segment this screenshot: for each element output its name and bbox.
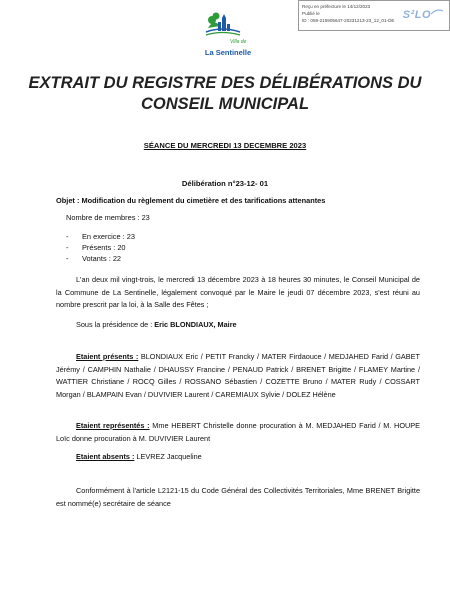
- stamp-received-date: Reçu en préfecture le 14/12/2023: [302, 4, 371, 9]
- town-emblem-icon: [188, 6, 268, 46]
- logo-town-name: La Sentinelle: [204, 48, 252, 57]
- secretary-paragraph: Conformément à l'article L2121-15 du Code Général des Collectivités Territoriales, Mme BRENET Brigitte est nommé(e) secrétaire de séance: [56, 486, 420, 508]
- presidence-label: Sous la présidence de :: [76, 320, 155, 329]
- members-in-office: - En exercice : 23: [66, 231, 135, 242]
- seance-date: SÉANCE DU MERCREDI 13 DECEMBRE 2023: [143, 141, 307, 150]
- absent-label: Etaient absents :: [76, 452, 135, 461]
- title-line-1: EXTRAIT DU REGISTRE DES DÉLIBÉRATIONS DU: [28, 74, 422, 92]
- represented-names: Mme HEBERT Christelle donne procuration à M. MEDJAHED Farid / M. HOUPE Loïc donne procuration à M. DUVIVIER Laurent: [56, 421, 421, 443]
- present-names: BLONDIAUX Eric / PETIT Francky / MATER Firdaouce / MEDJAHED Farid / GABET Jérémy / CAMPHIN Nathalie / DHAUSSY Francine / PENAUD Patrick / BRENET Brigitte / FLAMEY Martine / WATTIER Christiane / ROCQ Gilles / ROSSANO Sébastien / COZETTE Bruno / MATER Rudy / COSSART Morgan / BLAMPAIN Evan / DUVIVIER Laurent / CAREMIAUX Sylvie / DOLEZ Hélène: [56, 352, 420, 399]
- president-name: Eric BLONDIAUX, Maire: [154, 320, 237, 329]
- logo-villa-text: Villa de: [230, 39, 247, 45]
- stamp-id: ID : 059-215905647-20231213-23_12_01-DE: [302, 18, 395, 24]
- convocation-paragraph: L'an deux mil vingt-trois, le mercredi 13 décembre 2023 à 18 heures 30 minutes, le Conseil Municipal de la Commune de La Sentinelle, légalement convoqué par le Maire le jeudi 07 décembre 2023, s'est réuni au nombre prescrit par la loi, à la Salle des Fêtes ;: [56, 275, 420, 310]
- members-voting: - Votants : 22: [66, 253, 135, 264]
- deliberation-number: Délibération n°23-12- 01: [181, 179, 269, 188]
- members-breakdown: [66, 231, 135, 264]
- deliberation-subject: Objet : Modification du règlement du cimetière et des tarifications attenantes: [56, 196, 326, 205]
- represented-label: Etaient représentés :: [76, 421, 150, 430]
- slo-logo: S²LO: [402, 9, 431, 21]
- town-logo: [188, 6, 268, 56]
- members-present: - Présents : 20: [66, 242, 135, 253]
- slo-swoosh-icon: [431, 9, 443, 15]
- present-label: Etaient présents :: [76, 352, 139, 361]
- present-members-paragraph: [56, 351, 420, 401]
- represented-members-paragraph: [56, 420, 420, 445]
- prefecture-stamp: [298, 0, 450, 31]
- document-title: [0, 73, 450, 115]
- members-count: Nombre de membres : 23: [66, 213, 150, 222]
- absent-names: LEVREZ Jacqueline: [134, 452, 202, 461]
- presidence-line: [76, 320, 237, 329]
- stamp-published: Publié le: [302, 11, 320, 17]
- title-line-2: CONSEIL MUNICIPAL: [140, 95, 310, 113]
- absent-members-paragraph: [56, 451, 420, 464]
